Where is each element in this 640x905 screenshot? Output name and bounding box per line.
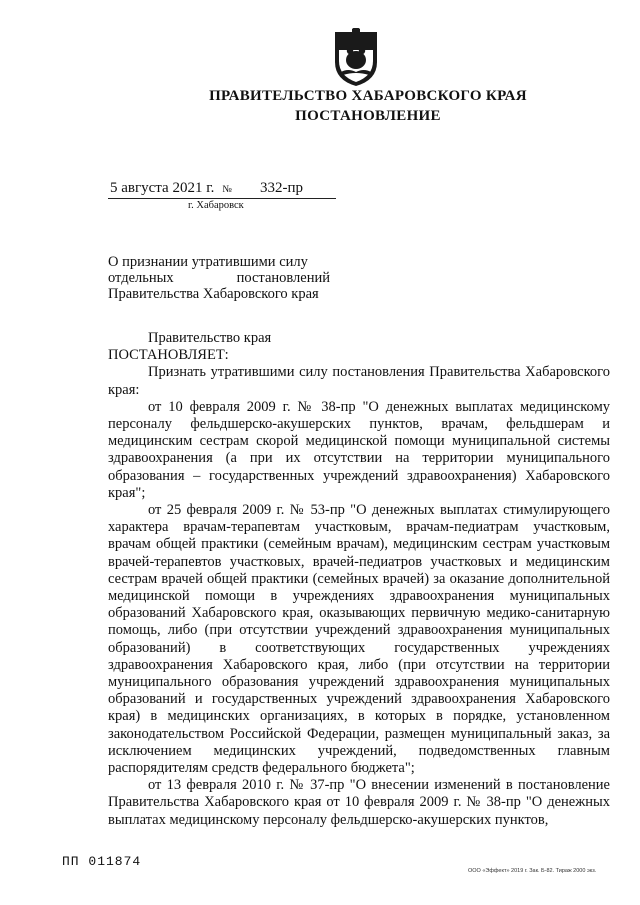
paragraph: от 25 февраля 2009 г. № 53-пр "О денежных выплатах стимулирующего характера врачам-терапевтам участковым, врачам-педиатрам участковым, врачам общей практики (семейным врачам), медицинским сестрам участковым врачей-терапевтов участковых, врачей-педиатров участковых и медицинским сестрам врачей общей практики (семейных врачей) за оказание дополнительной медицинской помощи в учреждениях здравоохранения муниципальных образований Хабаровского края, оказывающих первичную медико-санитарную помощь, либо (при отсутствии учреждений здравоохранения муниципальных образований) в соответствующих государственных учреждениях здравоохранения Хабаровского края, либо (при отсутствии на территории муниципального образования учреждений здравоохранения муниципальных образований и государственных учреждений здравоохранения Хабаровского края) в медицинских организациях, в которых в порядке, установленном законодательством Российской Федерации, размещен муниципальный заказ, за исключением медицинских учреждений, подведомственных главным распорядителям средств федерального бюджета"; (108, 502, 610, 777)
print-info: ООО «Эффект» 2019 г. Зак. Б-82. Тираж 2000 экз. (468, 868, 597, 874)
resolves-heading: ПОСТАНОВЛЯЕТ: (108, 347, 229, 364)
subject-line: Правительства Хабаровского края (108, 286, 319, 302)
document-subject (108, 254, 330, 302)
subject-line (108, 270, 330, 286)
khabarovsk-coat-of-arms-icon (331, 28, 381, 88)
document-number: 332-пр (259, 180, 303, 196)
document-type: ПОСТАНОВЛЕНИЕ (295, 108, 441, 124)
paragraph: Правительство края (148, 330, 272, 346)
date-number-line (110, 180, 303, 197)
paragraph: от 13 февраля 2010 г. № 37-пр "О внесении изменений в постановление Правительства Хабаровского края от 10 февраля 2009 г. № 38-пр "О денежных выплатах медицинскому персоналу фельдшерско-акушерских пунктов, (108, 777, 610, 828)
paragraph: от 10 февраля 2009 г. № 38-пр "О денежных выплатах медицинскому персоналу фельдшерско-акушерских пунктов, врачам, фельдшерам и медицинским сестрам скорой медицинской помощи муниципальной системы здравоохранения (а при их отсутствии на территории муниципального образования – государственных учреждений здравоохранения) Хабаровского края"; (108, 398, 610, 501)
number-label: № (222, 184, 232, 195)
form-serial-number: ПП 011874 (62, 854, 142, 869)
date-underline (108, 198, 336, 199)
city: г. Хабаровск (188, 200, 244, 211)
document-body (108, 330, 610, 829)
subject-line: О признании утратившими силу (108, 254, 308, 270)
subject-word: постановлений (236, 270, 330, 286)
org-title: ПРАВИТЕЛЬСТВО ХАБАРОВСКОГО КРАЯ (209, 88, 527, 104)
subject-word: отдельных (108, 270, 174, 286)
document-date: 5 августа 2021 г. (110, 180, 215, 196)
paragraph: Признать утратившими силу постановления Правительства Хабаровского края: (108, 364, 610, 398)
